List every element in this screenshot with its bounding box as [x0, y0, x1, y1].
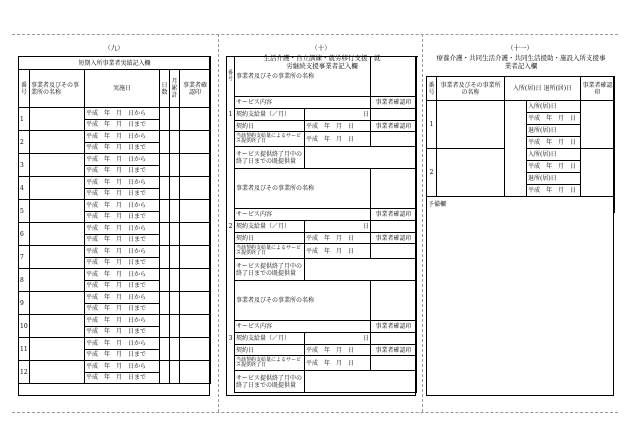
service-label: サービス内容: [235, 97, 371, 109]
date-to[interactable]: 平成 年 月 日まで: [85, 234, 160, 246]
row-number: 1: [427, 101, 437, 149]
fold-line-right: [422, 34, 423, 412]
confirm-cell[interactable]: [180, 177, 211, 200]
col-number: 番号: [227, 57, 235, 97]
date-to[interactable]: 平成 年 月 日まで: [85, 119, 160, 131]
days-cell[interactable]: [160, 154, 170, 177]
col-provider: 事業者及びその事業所の名称: [30, 70, 85, 108]
table-row: [227, 221, 417, 233]
section-11-table: [426, 76, 615, 213]
note-label: 予備欄: [427, 197, 615, 213]
confirm-cell[interactable]: [180, 361, 211, 384]
section-10-table: [226, 56, 417, 393]
number-cell: [227, 121, 235, 132]
row-number: 7: [19, 246, 30, 269]
provider-cell[interactable]: [30, 223, 85, 246]
provider-cell[interactable]: [30, 292, 85, 315]
col-days: 日数: [160, 70, 170, 108]
date-to[interactable]: 平成 年 月 日まで: [85, 188, 160, 200]
table-row: [19, 154, 211, 166]
indent-cell: [505, 101, 527, 113]
date-from[interactable]: 平成 年 月 日から: [85, 246, 160, 258]
bottom-cut-line: [12, 412, 618, 413]
table-row: [19, 131, 211, 143]
col-date: 実施日: [85, 70, 160, 108]
amount-day[interactable]: 日: [305, 109, 371, 121]
provider-cell[interactable]: [30, 200, 85, 223]
confirm-cell[interactable]: [371, 244, 417, 259]
fold-line-left: [218, 34, 219, 412]
out-label: 退所(居)日: [527, 125, 581, 137]
in-label: 入所(居)日: [527, 101, 581, 113]
row-number: 11: [19, 338, 30, 361]
table-row: [227, 345, 417, 356]
table-row: [227, 333, 417, 345]
date-from[interactable]: 平成 年 月 日から: [85, 269, 160, 281]
table-row: [227, 132, 417, 147]
end-date-label: 当該契約支給量によるサービス提供終了日: [235, 244, 305, 259]
section-11-number: （十一）: [507, 44, 533, 52]
col-number: 番号: [427, 77, 437, 101]
table-row: [227, 233, 417, 244]
col-monthly: 月累計: [170, 70, 180, 108]
provider[interactable]: 事業者及びその事業所の名称: [235, 57, 371, 97]
days-cell[interactable]: [160, 177, 170, 200]
indent-cell: [505, 113, 527, 125]
confirm-cell[interactable]: [180, 338, 211, 361]
row-number: 2: [227, 221, 235, 233]
confirm-label: 事業者確認印: [371, 209, 417, 221]
provider-cell[interactable]: [437, 149, 505, 197]
section-11-heading: 療養介護・共同生活介護・共同生活援助・施設入所支援事業者記入欄: [436, 54, 606, 70]
confirm-label: 事業者確認印: [371, 321, 417, 333]
row-number: 3: [19, 154, 30, 177]
table-row: [19, 223, 211, 235]
confirm-label: 事業者確認印: [371, 97, 417, 109]
table-row: [19, 361, 211, 373]
contract-date-value[interactable]: 平成 年 月 日: [305, 233, 371, 244]
number-cell: [227, 147, 235, 169]
table-row: [227, 121, 417, 132]
indent-cell: [505, 149, 527, 161]
table-row: [227, 57, 417, 97]
days-cell[interactable]: [160, 269, 170, 292]
date-to[interactable]: 平成 年 月 日まで: [85, 142, 160, 154]
confirm-cell[interactable]: [180, 269, 211, 292]
contract-date-value[interactable]: 平成 年 月 日: [305, 345, 371, 356]
date-from[interactable]: 平成 年 月 日から: [85, 292, 160, 304]
provider-cell[interactable]: [30, 361, 85, 384]
end-date-value[interactable]: 平成 年 月 日: [305, 132, 371, 147]
date-from[interactable]: 平成 年 月 日から: [85, 223, 160, 235]
number-cell: [227, 345, 235, 356]
date-from[interactable]: 平成 年 月 日から: [85, 315, 160, 327]
out-date[interactable]: 平成 年 月 日: [527, 137, 581, 149]
used-amount-value[interactable]: [305, 259, 417, 281]
number-cell: [227, 281, 235, 321]
table-row: [19, 315, 211, 327]
date-from[interactable]: 平成 年 月 日から: [85, 361, 160, 373]
provider-cell[interactable]: [437, 101, 505, 149]
table-row: [227, 97, 417, 109]
provider[interactable]: 事業者及びその事業所の名称: [235, 281, 371, 321]
used-amount-value[interactable]: [305, 371, 417, 393]
confirm-cell[interactable]: [581, 149, 615, 197]
table-row: [227, 259, 417, 281]
end-date-label: 当該契約支給量によるサービス提供終了日: [235, 132, 305, 147]
days-cell[interactable]: [160, 315, 170, 338]
number-cell: [227, 132, 235, 147]
date-from[interactable]: 平成 年 月 日から: [85, 338, 160, 350]
confirm-cell[interactable]: [180, 200, 211, 223]
monthly-cell[interactable]: [170, 338, 180, 361]
end-date-value[interactable]: 平成 年 月 日: [305, 356, 371, 371]
col-confirm: 事業者確認印: [581, 77, 615, 101]
number-cell: [227, 244, 235, 259]
date-to[interactable]: 平成 年 月 日まで: [85, 303, 160, 315]
provider-cell[interactable]: [30, 338, 85, 361]
col-confirm: 事業者確認印: [180, 70, 211, 108]
section-9-table: [18, 56, 211, 384]
number-cell: [227, 356, 235, 371]
table-row: [19, 200, 211, 212]
days-cell[interactable]: [160, 223, 170, 246]
table-row: [227, 169, 417, 209]
number-cell: [227, 209, 235, 221]
contract-amount: 契約支給量（／月）: [235, 333, 305, 345]
monthly-cell[interactable]: [170, 223, 180, 246]
end-date-label: 当該契約支給量によるサービス提供終了日: [235, 356, 305, 371]
date-from[interactable]: 平成 年 月 日から: [85, 108, 160, 120]
table-row: [227, 371, 417, 393]
confirm-label: 事業者確認印: [371, 121, 417, 132]
in-date[interactable]: 平成 年 月 日: [527, 161, 581, 173]
col-inout: 入所(居)日 退所(居)日: [505, 77, 581, 101]
used-amount-label: サービス提供終了月中の終了日までの既提供量: [235, 259, 305, 281]
date-from[interactable]: 平成 年 月 日から: [85, 154, 160, 166]
indent-cell: [505, 173, 527, 185]
out-label: 退所(居)日: [527, 173, 581, 185]
monthly-cell[interactable]: [170, 315, 180, 338]
in-label: 入所(居)日: [527, 149, 581, 161]
confirm-cell[interactable]: [371, 333, 417, 345]
contract-amount: 契約支給量（／月）: [235, 221, 305, 233]
row-number: 1: [227, 109, 235, 121]
confirm-cell[interactable]: [371, 132, 417, 147]
row-number: 4: [19, 177, 30, 200]
section-10-heading: 生活介護・自立訓練・就労移行支援・就労継続支援事業者記入欄: [263, 54, 381, 70]
confirm-cell[interactable]: [581, 101, 615, 149]
confirm-cell[interactable]: [180, 246, 211, 269]
days-cell[interactable]: [160, 200, 170, 223]
confirm-cell[interactable]: [180, 223, 211, 246]
in-date[interactable]: 平成 年 月 日: [527, 113, 581, 125]
provider-cell[interactable]: [30, 131, 85, 154]
days-cell[interactable]: [160, 108, 170, 131]
row-number: 3: [227, 333, 235, 345]
row-number: 8: [19, 269, 30, 292]
provider-cell[interactable]: [30, 108, 85, 131]
contract-date-value[interactable]: 平成 年 月 日: [305, 121, 371, 132]
date-to[interactable]: 平成 年 月 日まで: [85, 211, 160, 223]
col-number: 番号: [19, 70, 30, 108]
indent-cell: [505, 161, 527, 173]
date-to[interactable]: 平成 年 月 日まで: [85, 326, 160, 338]
blank-cell[interactable]: [371, 169, 417, 209]
contract-date: 契約日: [235, 345, 305, 356]
confirm-label: 事業者確認印: [371, 233, 417, 244]
monthly-cell[interactable]: [170, 108, 180, 131]
table-row: [227, 147, 417, 169]
confirm-cell[interactable]: [180, 292, 211, 315]
amount-day[interactable]: 日: [305, 333, 371, 345]
confirm-cell[interactable]: [371, 109, 417, 121]
table-row: [19, 177, 211, 189]
provider-cell[interactable]: [30, 246, 85, 269]
row-number: 2: [427, 149, 437, 197]
table-row: [19, 269, 211, 281]
monthly-cell[interactable]: [170, 269, 180, 292]
blank-cell[interactable]: [371, 281, 417, 321]
table-row: [427, 149, 615, 161]
table-row: [227, 244, 417, 259]
table-row: [19, 246, 211, 258]
days-cell[interactable]: [160, 246, 170, 269]
monthly-cell[interactable]: [170, 292, 180, 315]
out-date[interactable]: 平成 年 月 日: [527, 185, 581, 197]
section-9-number: （九）: [104, 44, 124, 52]
table-row: [227, 209, 417, 221]
row-number: 6: [19, 223, 30, 246]
monthly-cell[interactable]: [170, 131, 180, 154]
contract-amount: 契約支給量（／月）: [235, 109, 305, 121]
indent-cell: [505, 185, 527, 197]
monthly-cell[interactable]: [170, 246, 180, 269]
table-row: [19, 338, 211, 350]
used-amount-value[interactable]: [305, 147, 417, 169]
table-row: [227, 356, 417, 371]
date-from[interactable]: 平成 年 月 日から: [85, 177, 160, 189]
table-row: [19, 292, 211, 304]
row-number: 2: [19, 131, 30, 154]
monthly-cell[interactable]: [170, 177, 180, 200]
provider[interactable]: 事業者及びその事業所の名称: [235, 169, 371, 209]
indent-cell: [505, 125, 527, 137]
provider-cell[interactable]: [30, 269, 85, 292]
date-to[interactable]: 平成 年 月 日まで: [85, 280, 160, 292]
used-amount-label: サービス提供終了月中の終了日までの既提供量: [235, 371, 305, 393]
confirm-cell[interactable]: [180, 315, 211, 338]
confirm-cell[interactable]: [371, 221, 417, 233]
row-number: 1: [19, 108, 30, 131]
date-to[interactable]: 平成 年 月 日まで: [85, 372, 160, 384]
table-row: [227, 321, 417, 333]
days-cell[interactable]: [160, 361, 170, 384]
confirm-label: 事業者確認印: [371, 345, 417, 356]
provider-cell[interactable]: [30, 154, 85, 177]
number-cell: [227, 259, 235, 281]
date-to[interactable]: 平成 年 月 日まで: [85, 165, 160, 177]
table-row: [227, 281, 417, 321]
days-cell[interactable]: [160, 338, 170, 361]
number-cell: [227, 371, 235, 393]
number-cell: [227, 169, 235, 209]
top-cut-line: [12, 34, 618, 35]
table-row: [427, 101, 615, 113]
contract-date: 契約日: [235, 233, 305, 244]
service-label: サービス内容: [235, 209, 371, 221]
monthly-cell[interactable]: [170, 200, 180, 223]
contract-date: 契約日: [235, 121, 305, 132]
days-cell[interactable]: [160, 292, 170, 315]
end-date-value[interactable]: 平成 年 月 日: [305, 244, 371, 259]
monthly-cell[interactable]: [170, 361, 180, 384]
table-row: [19, 108, 211, 120]
date-to[interactable]: 平成 年 月 日まで: [85, 257, 160, 269]
confirm-cell[interactable]: [180, 154, 211, 177]
date-from[interactable]: 平成 年 月 日から: [85, 200, 160, 212]
service-label: サービス内容: [235, 321, 371, 333]
section-9-heading: 短期入所事業者実績記入欄: [19, 57, 211, 70]
table-row: [227, 109, 417, 121]
number-cell: [227, 321, 235, 333]
confirm-cell[interactable]: [180, 131, 211, 154]
monthly-cell[interactable]: [170, 154, 180, 177]
provider-cell[interactable]: [30, 177, 85, 200]
indent-cell: [505, 137, 527, 149]
row-number: 10: [19, 315, 30, 338]
confirm-cell[interactable]: [180, 108, 211, 131]
row-number: 5: [19, 200, 30, 223]
row-number: 9: [19, 292, 30, 315]
confirm-cell[interactable]: [371, 356, 417, 371]
col-provider: 事業者及びその事業所の名称: [437, 77, 505, 101]
provider-cell[interactable]: [30, 315, 85, 338]
amount-day[interactable]: 日: [305, 221, 371, 233]
date-from[interactable]: 平成 年 月 日から: [85, 131, 160, 143]
used-amount-label: サービス提供終了月中の終了日までの既提供量: [235, 147, 305, 169]
row-number: 12: [19, 361, 30, 384]
date-to[interactable]: 平成 年 月 日まで: [85, 349, 160, 361]
blank-cell[interactable]: [371, 57, 417, 97]
number-cell: [227, 97, 235, 109]
number-cell: [227, 233, 235, 244]
section-10-number: （十）: [311, 44, 331, 52]
days-cell[interactable]: [160, 131, 170, 154]
